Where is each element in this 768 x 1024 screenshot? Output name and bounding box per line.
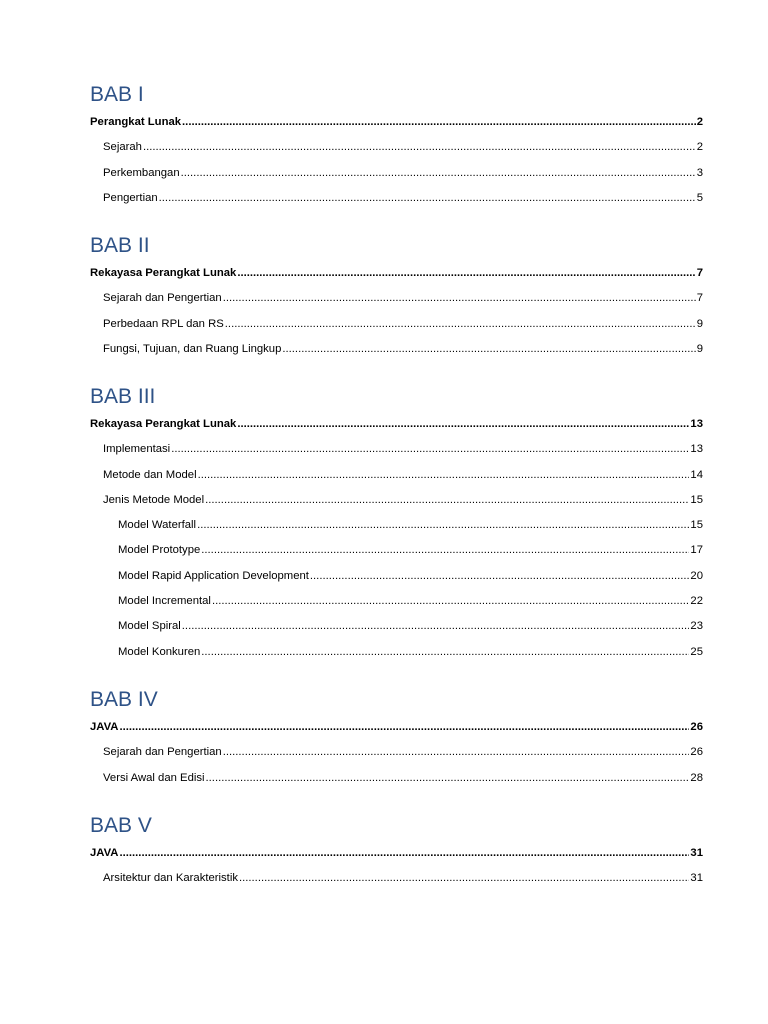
toc-entry-page: 3 xyxy=(696,166,703,179)
toc-entry-page: 15 xyxy=(690,519,703,532)
toc-entry-page: 7 xyxy=(696,292,703,305)
toc-entry[interactable] xyxy=(90,488,703,513)
toc-entry-page: 2 xyxy=(696,116,703,128)
chapter-title: BAB III xyxy=(90,385,156,408)
toc-entry-label: Model Spiral xyxy=(118,620,181,633)
toc-entry-label: Perangkat Lunak xyxy=(90,116,182,128)
chapter-title: BAB IV xyxy=(90,688,158,711)
toc-chapter-1 xyxy=(90,82,703,211)
toc-chapter-2 xyxy=(90,233,703,362)
toc-entry-label: Jenis Metode Model xyxy=(103,493,205,506)
dot-leader xyxy=(182,110,696,135)
toc-entry[interactable] xyxy=(90,135,703,160)
toc-entry-label: Perkembangan xyxy=(103,166,180,179)
toc-entry[interactable] xyxy=(90,437,703,462)
toc-entry[interactable] xyxy=(90,564,703,589)
toc-entry-page: 26 xyxy=(690,746,703,759)
dot-leader xyxy=(206,766,690,791)
toc-entry-page: 26 xyxy=(690,721,703,733)
toc-entry-label: Versi Awal dan Edisi xyxy=(103,771,205,784)
dot-leader xyxy=(237,261,695,286)
toc-entry-label: Model Incremental xyxy=(118,595,211,608)
toc-entry-label: Metode dan Model xyxy=(103,468,197,481)
dot-leader xyxy=(159,186,696,211)
dot-leader xyxy=(119,715,689,740)
toc-entry[interactable] xyxy=(90,110,703,135)
toc-entry-label: Model Waterfall xyxy=(118,519,197,532)
toc-entry-label: JAVA xyxy=(90,721,119,733)
toc-entry-page: 17 xyxy=(690,544,703,557)
toc-entry-page: 20 xyxy=(690,569,703,582)
toc-entry-label: Model Konkuren xyxy=(118,645,201,658)
toc-entry[interactable] xyxy=(90,715,703,740)
toc-entry[interactable] xyxy=(90,614,703,639)
toc-entry-label: Pengertian xyxy=(103,191,158,204)
toc-entry-label: Rekayasa Perangkat Lunak xyxy=(90,418,237,430)
toc-entry[interactable] xyxy=(90,337,703,362)
toc-entry-page: 9 xyxy=(696,317,703,330)
toc-entry-page: 7 xyxy=(696,267,703,279)
toc-entry-page: 5 xyxy=(696,191,703,204)
chapter-title: BAB V xyxy=(90,814,152,837)
dot-leader xyxy=(212,589,689,614)
toc-entry[interactable] xyxy=(90,866,703,891)
toc-entry-label: Sejarah xyxy=(103,141,142,154)
dot-leader xyxy=(143,135,696,160)
dot-leader xyxy=(182,614,690,639)
dot-leader xyxy=(310,564,690,589)
toc-entry[interactable] xyxy=(90,841,703,866)
dot-leader xyxy=(223,740,690,765)
chapter-title: BAB I xyxy=(90,83,144,106)
dot-leader xyxy=(239,866,689,891)
toc-entry-page: 14 xyxy=(690,468,703,481)
toc-entry-page: 13 xyxy=(690,443,703,456)
toc-entry-label: Sejarah dan Pengertian xyxy=(103,292,222,305)
dot-leader xyxy=(223,286,696,311)
toc-entry-label: Model Rapid Application Development xyxy=(118,569,309,582)
toc-entry-label: JAVA xyxy=(90,847,119,859)
toc-entry-page: 25 xyxy=(690,645,703,658)
toc-entry[interactable] xyxy=(90,186,703,211)
toc-entry-page: 31 xyxy=(690,872,703,885)
toc-entry-label: Implementasi xyxy=(103,443,171,456)
toc-entry[interactable] xyxy=(90,740,703,765)
toc-entry[interactable] xyxy=(90,538,703,563)
toc-entry-page: 13 xyxy=(690,418,703,430)
toc-chapter-4 xyxy=(90,687,703,791)
dot-leader xyxy=(201,640,689,665)
toc-entry[interactable] xyxy=(90,766,703,791)
toc-entry[interactable] xyxy=(90,513,703,538)
toc-chapter-3 xyxy=(90,384,703,665)
toc-entry-page: 15 xyxy=(690,493,703,506)
toc-entry[interactable] xyxy=(90,463,703,488)
toc-entry-label: Arsitektur dan Karakteristik xyxy=(103,872,238,885)
dot-leader xyxy=(205,488,689,513)
toc-entry[interactable] xyxy=(90,589,703,614)
toc-entry-page: 28 xyxy=(690,771,703,784)
toc-entry[interactable] xyxy=(90,412,703,437)
toc-entry-label: Perbedaan RPL dan RS xyxy=(103,317,224,330)
toc-entry-page: 2 xyxy=(696,141,703,154)
toc-entry-page: 31 xyxy=(690,847,703,859)
toc-entry-page: 9 xyxy=(696,342,703,355)
toc-entry[interactable] xyxy=(90,161,703,186)
dot-leader xyxy=(119,841,689,866)
chapter-title: BAB II xyxy=(90,234,150,257)
dot-leader xyxy=(197,513,689,538)
toc-entry-page: 22 xyxy=(690,595,703,608)
dot-leader xyxy=(201,538,689,563)
toc-entry[interactable] xyxy=(90,261,703,286)
dot-leader xyxy=(171,437,689,462)
toc-entry-label: Rekayasa Perangkat Lunak xyxy=(90,267,237,279)
dot-leader xyxy=(282,337,695,362)
toc-chapter-5 xyxy=(90,813,703,892)
toc-entry[interactable] xyxy=(90,640,703,665)
toc-entry-page: 23 xyxy=(690,620,703,633)
toc-entry-label: Sejarah dan Pengertian xyxy=(103,746,222,759)
toc-entry[interactable] xyxy=(90,312,703,337)
dot-leader xyxy=(181,161,696,186)
toc-entry[interactable] xyxy=(90,286,703,311)
toc-entry-label: Model Prototype xyxy=(118,544,201,557)
toc-entry-label: Fungsi, Tujuan, dan Ruang Lingkup xyxy=(103,342,282,355)
dot-leader xyxy=(237,412,689,437)
dot-leader xyxy=(198,463,690,488)
dot-leader xyxy=(225,312,696,337)
